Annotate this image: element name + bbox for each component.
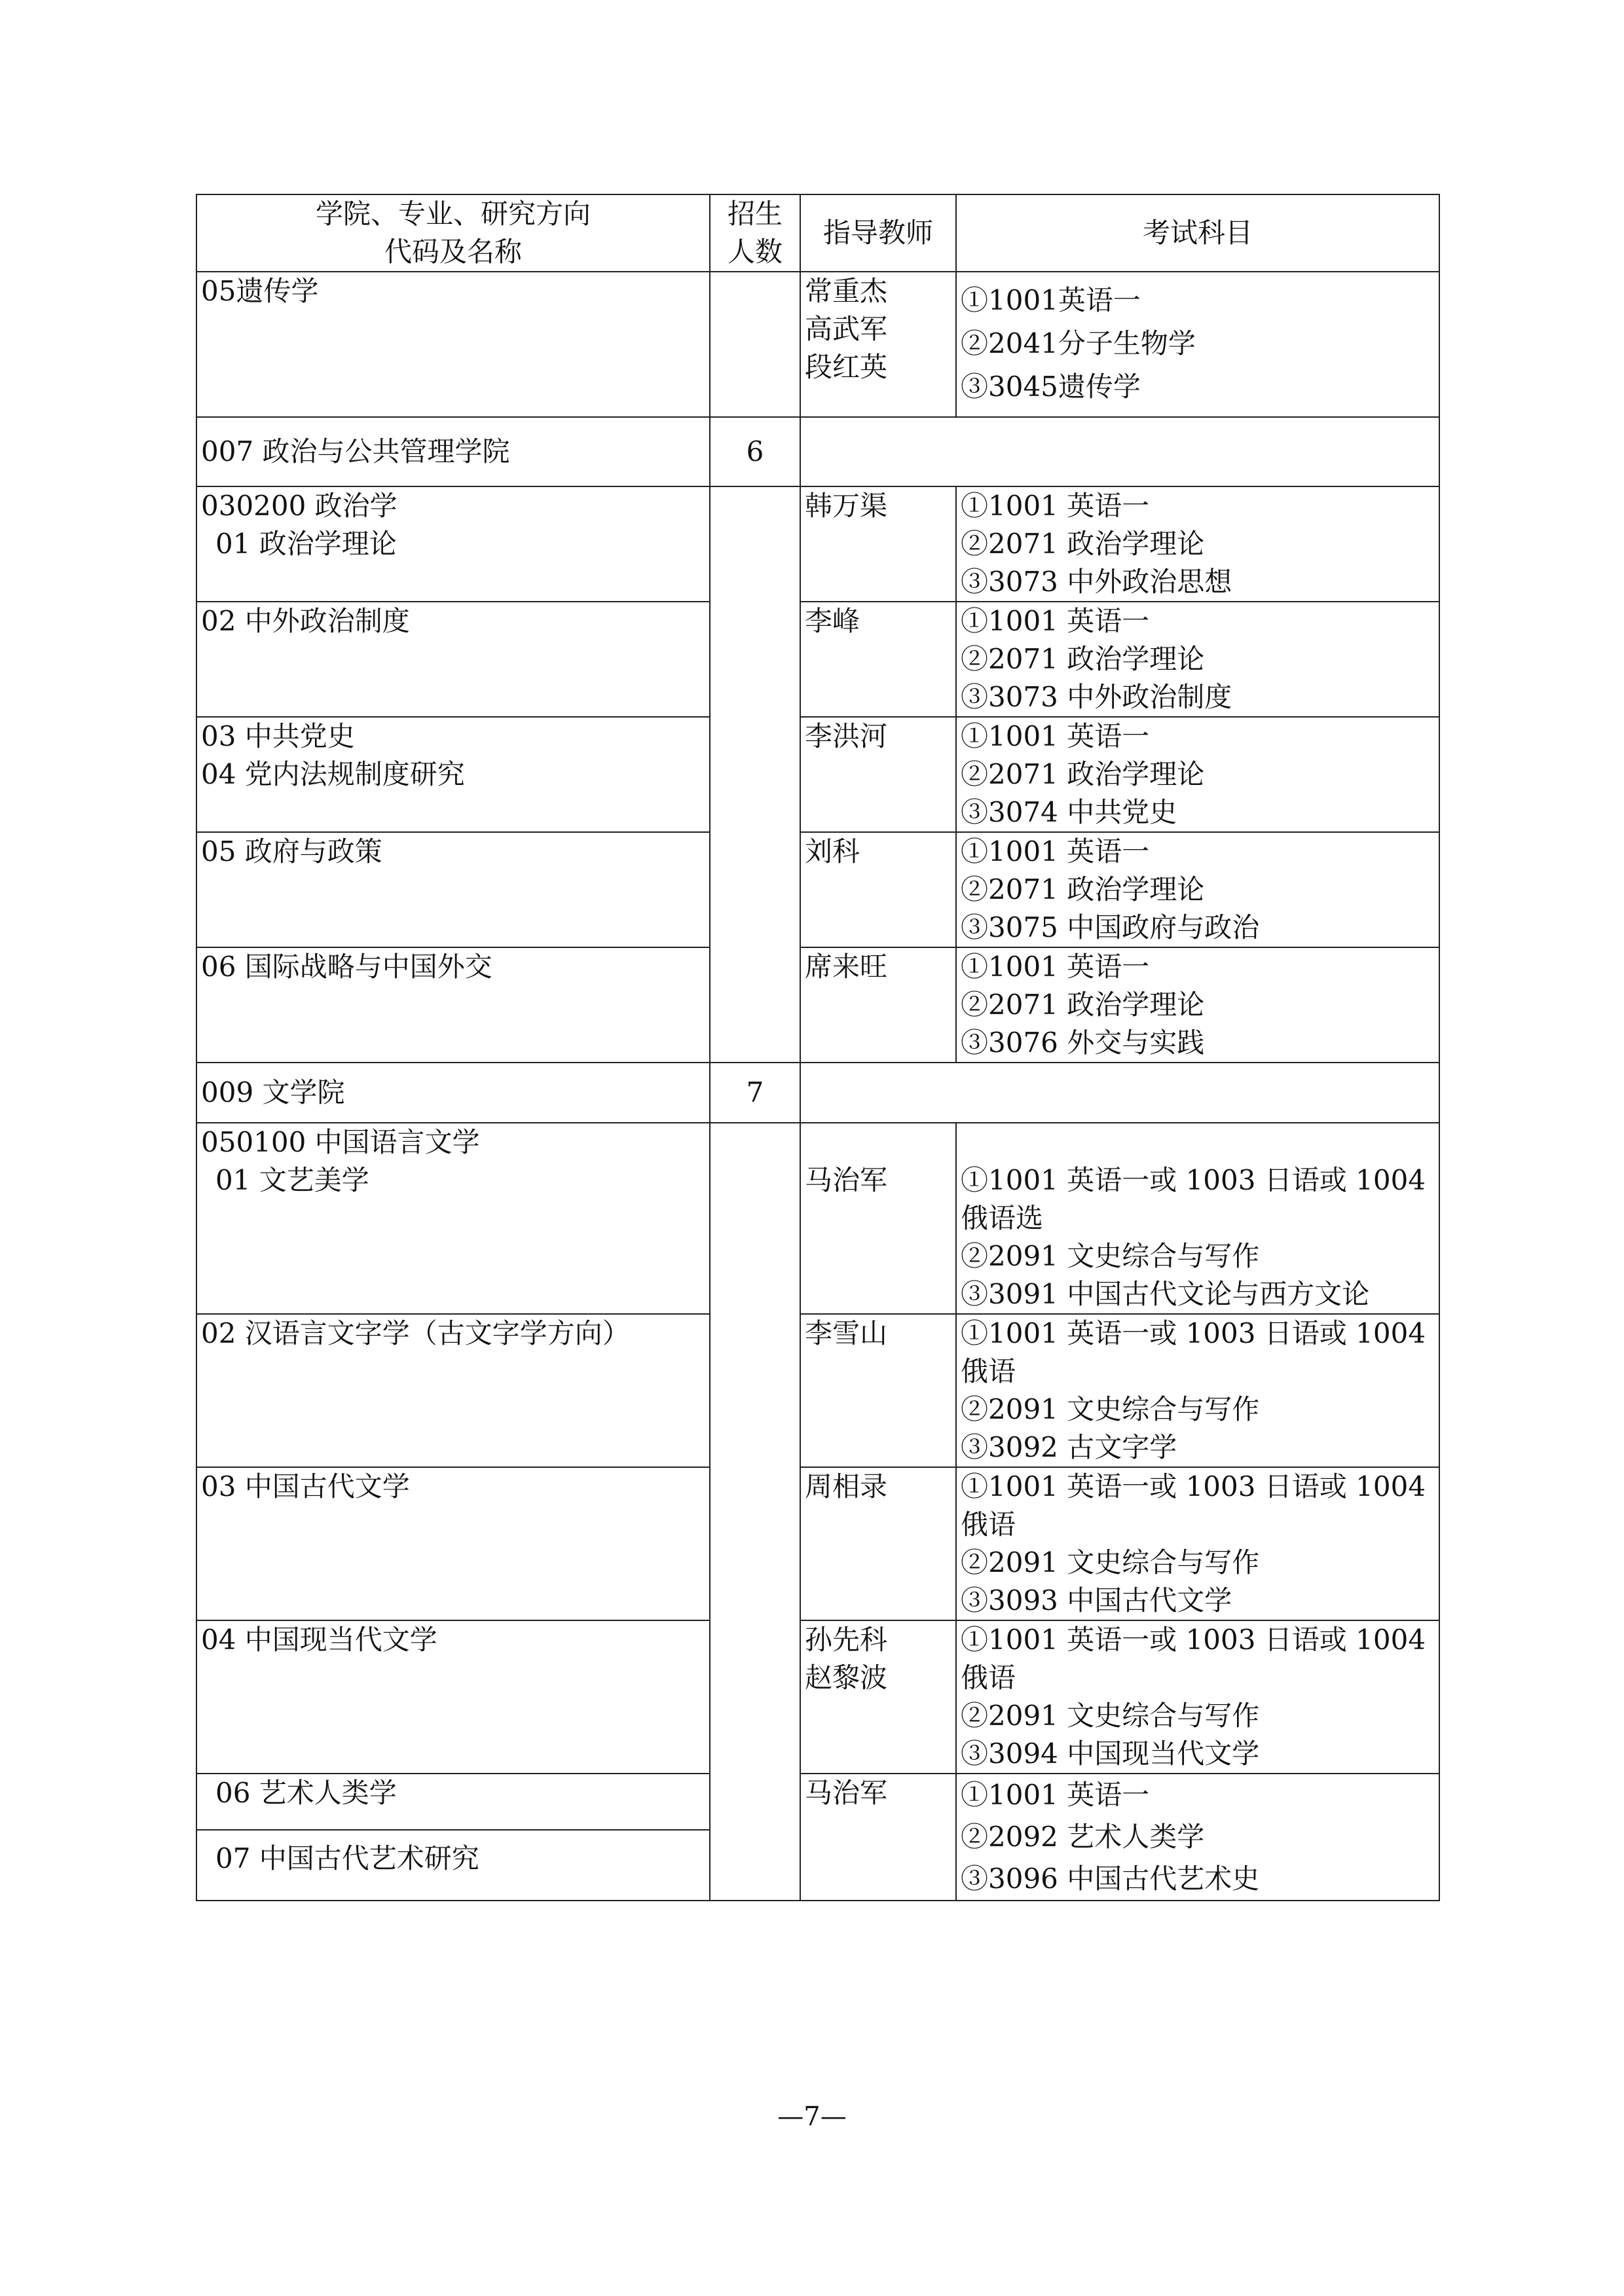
count-cell: [710, 272, 800, 417]
direction-cell: 05遗传学: [196, 272, 710, 417]
advisor-cell: 孙先科 赵黎波: [800, 1620, 956, 1774]
enrollment-table: [196, 194, 1440, 1901]
subjects-cell: ①1001 英语一或 1003 日语或 1004 俄语 ②2091 文史综合与写作 ③3092 古文字学: [956, 1314, 1439, 1467]
major-direction-cell: 030200 政治学 01 政治学理论: [196, 486, 710, 602]
header-advisor: 指导教师: [800, 194, 956, 272]
table-row: [196, 1123, 1439, 1314]
subjects-cell: ①1001英语一 ②2041分子生物学 ③3045遗传学: [956, 272, 1439, 417]
subjects-cell: ①1001 英语一 ②2071 政治学理论 ③3073 中外政治思想: [956, 486, 1439, 602]
header-college-major: 学院、专业、研究方向 代码及名称: [196, 194, 710, 272]
subjects-cell: ①1001 英语一 ②2071 政治学理论 ③3075 中国政府与政治: [956, 832, 1439, 947]
direction-cell: 02 中外政治制度: [196, 602, 710, 717]
table-row: [196, 832, 1439, 947]
table-header-row: [196, 194, 1439, 272]
subjects-cell: ①1001 英语一 ②2071 政治学理论 ③3076 外交与实践: [956, 947, 1439, 1063]
direction-cell: 06 国际战略与中国外交: [196, 947, 710, 1063]
header-exam-subjects: 考试科目: [956, 194, 1439, 272]
header-enrollment: 招生 人数: [710, 194, 800, 272]
advisor-cell: 李雪山: [800, 1314, 956, 1467]
college-name: 009 文学院: [196, 1063, 710, 1123]
subjects-cell: ①1001 英语一 ②2071 政治学理论 ③3073 中外政治制度: [956, 602, 1439, 717]
table-row: [196, 947, 1439, 1063]
advisor-cell: 李洪河: [800, 717, 956, 832]
college-blank: [800, 417, 1439, 486]
advisor-cell: 席来旺: [800, 947, 956, 1063]
advisor-cell: 常重杰 高武军 段红英: [800, 272, 956, 417]
table-row: [196, 272, 1439, 417]
direction-cell: 03 中共党史 04 党内法规制度研究: [196, 717, 710, 832]
direction-cell: 02 汉语言文字学（古文字学方向）: [196, 1314, 710, 1467]
count-cell-merged: [710, 486, 800, 1063]
college-count: 7: [710, 1063, 800, 1123]
college-count: 6: [710, 417, 800, 486]
advisor-cell: 马治军: [800, 1123, 956, 1314]
advisor-cell: 刘科: [800, 832, 956, 947]
table-row: [196, 717, 1439, 832]
direction-cell-split: [196, 1774, 710, 1901]
subjects-cell: ①1001 英语一或 1003 日语或 1004 俄语 ②2091 文史综合与写作 ③3094 中国现当代文学: [956, 1620, 1439, 1774]
college-row: [196, 417, 1439, 486]
count-cell-merged: [710, 1123, 800, 1901]
advisor-cell: 马治军: [800, 1774, 956, 1901]
table-row: [196, 486, 1439, 602]
college-blank: [800, 1063, 1439, 1123]
subjects-cell: ①1001 英语一或 1003 日语或 1004 俄语 ②2091 文史综合与写作 ③3093 中国古代文学: [956, 1467, 1439, 1620]
advisor-cell: 周相录: [800, 1467, 956, 1620]
direction-cell: 05 政府与政策: [196, 832, 710, 947]
subjects-cell: ①1001 英语一 ②2071 政治学理论 ③3074 中共党史: [956, 717, 1439, 832]
direction-06: 06 艺术人类学: [197, 1774, 709, 1831]
subjects-cell: ①1001 英语一 ②2092 艺术人类学 ③3096 中国古代艺术史: [956, 1774, 1439, 1901]
table-row: [196, 1467, 1439, 1620]
major-direction-cell: 050100 中国语言文学 01 文艺美学: [196, 1123, 710, 1314]
advisor-cell: 韩万渠: [800, 486, 956, 602]
subjects-cell: ①1001 英语一或 1003 日语或 1004 俄语选 ②2091 文史综合与写作 ③3091 中国古代文论与西方文论: [956, 1123, 1439, 1314]
table-row: [196, 1774, 1439, 1901]
table-row: [196, 602, 1439, 717]
table-row: [196, 1314, 1439, 1467]
direction-cell: 04 中国现当代文学: [196, 1620, 710, 1774]
table-row: [196, 1620, 1439, 1774]
college-row: [196, 1063, 1439, 1123]
direction-cell: 03 中国古代文学: [196, 1467, 710, 1620]
direction-07: 07 中国古代艺术研究: [215, 1842, 479, 1874]
advisor-cell: 李峰: [800, 602, 956, 717]
college-name: 007 政治与公共管理学院: [196, 417, 710, 486]
page-number: —7—: [777, 2102, 847, 2132]
